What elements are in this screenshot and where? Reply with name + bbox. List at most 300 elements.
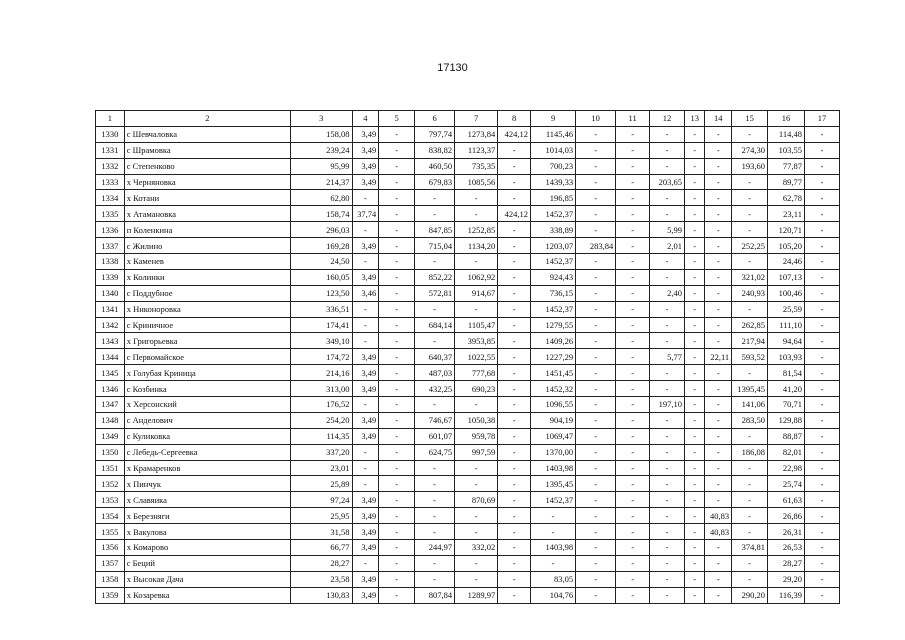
value-cell: 100,46 bbox=[768, 285, 805, 301]
value-cell: - bbox=[650, 492, 685, 508]
settlement-name-cell: х Крамаренков bbox=[124, 460, 290, 476]
value-cell: - bbox=[531, 524, 576, 540]
value-cell: 3,49 bbox=[352, 492, 379, 508]
value-cell: 2,01 bbox=[650, 238, 685, 254]
value-cell: - bbox=[650, 540, 685, 556]
settlement-name-cell: с Куликовка bbox=[124, 428, 290, 444]
value-cell: - bbox=[650, 428, 685, 444]
column-header: 14 bbox=[705, 111, 732, 127]
value-cell: 283,84 bbox=[576, 238, 616, 254]
value-cell: - bbox=[498, 285, 531, 301]
row-number-cell: 1333 bbox=[96, 174, 125, 190]
value-cell: - bbox=[804, 524, 839, 540]
value-cell: - bbox=[498, 174, 531, 190]
value-cell: - bbox=[684, 444, 705, 460]
value-cell: - bbox=[616, 444, 650, 460]
value-cell: - bbox=[498, 555, 531, 571]
value-cell: - bbox=[379, 508, 415, 524]
value-cell: - bbox=[732, 571, 768, 587]
value-cell: - bbox=[498, 190, 531, 206]
value-cell: 26,86 bbox=[768, 508, 805, 524]
value-cell: 31,58 bbox=[290, 524, 352, 540]
table-row bbox=[96, 222, 840, 238]
value-cell: - bbox=[705, 365, 732, 381]
value-cell: - bbox=[804, 142, 839, 158]
value-cell: - bbox=[616, 381, 650, 397]
value-cell: - bbox=[804, 254, 839, 270]
value-cell: 313,00 bbox=[290, 381, 352, 397]
value-cell: 62,78 bbox=[768, 190, 805, 206]
value-cell: - bbox=[684, 158, 705, 174]
table-row bbox=[96, 142, 840, 158]
value-cell: - bbox=[455, 508, 498, 524]
table-row bbox=[96, 206, 840, 222]
value-cell: - bbox=[616, 301, 650, 317]
value-cell: - bbox=[705, 301, 732, 317]
value-cell: - bbox=[705, 587, 732, 603]
value-cell: 25,95 bbox=[290, 508, 352, 524]
value-cell: - bbox=[576, 524, 616, 540]
row-number-cell: 1341 bbox=[96, 301, 125, 317]
value-cell: 174,72 bbox=[290, 349, 352, 365]
value-cell: - bbox=[650, 571, 685, 587]
value-cell: - bbox=[616, 460, 650, 476]
value-cell: - bbox=[379, 126, 415, 142]
row-number-cell: 1352 bbox=[96, 476, 125, 492]
value-cell: - bbox=[498, 492, 531, 508]
value-cell: 1227,29 bbox=[531, 349, 576, 365]
value-cell: - bbox=[576, 190, 616, 206]
value-cell: - bbox=[498, 381, 531, 397]
value-cell: - bbox=[684, 126, 705, 142]
value-cell: 40,83 bbox=[705, 524, 732, 540]
value-cell: - bbox=[352, 476, 379, 492]
table-row bbox=[96, 524, 840, 540]
value-cell: 174,41 bbox=[290, 317, 352, 333]
value-cell: - bbox=[379, 492, 415, 508]
value-cell: 1452,37 bbox=[531, 206, 576, 222]
value-cell: - bbox=[732, 428, 768, 444]
value-cell: 29,20 bbox=[768, 571, 805, 587]
value-cell: 107,13 bbox=[768, 269, 805, 285]
value-cell: - bbox=[576, 381, 616, 397]
column-header: 2 bbox=[124, 111, 290, 127]
value-cell: - bbox=[498, 444, 531, 460]
settlement-name-cell: х Комарово bbox=[124, 540, 290, 556]
table-row bbox=[96, 381, 840, 397]
value-cell: - bbox=[379, 301, 415, 317]
table-row bbox=[96, 285, 840, 301]
value-cell: 777,68 bbox=[455, 365, 498, 381]
column-header: 15 bbox=[732, 111, 768, 127]
value-cell: - bbox=[684, 428, 705, 444]
row-number-cell: 1349 bbox=[96, 428, 125, 444]
value-cell: 203,65 bbox=[650, 174, 685, 190]
value-cell: - bbox=[804, 238, 839, 254]
value-cell: 914,67 bbox=[455, 285, 498, 301]
value-cell: - bbox=[684, 555, 705, 571]
value-cell: - bbox=[705, 555, 732, 571]
value-cell: 904,19 bbox=[531, 412, 576, 428]
value-cell: - bbox=[705, 238, 732, 254]
value-cell: - bbox=[684, 460, 705, 476]
value-cell: - bbox=[650, 206, 685, 222]
value-cell: 81,54 bbox=[768, 365, 805, 381]
value-cell: 186,08 bbox=[732, 444, 768, 460]
row-number-cell: 1353 bbox=[96, 492, 125, 508]
value-cell: - bbox=[684, 571, 705, 587]
settlement-name-cell: с Первомайское bbox=[124, 349, 290, 365]
value-cell: 196,85 bbox=[531, 190, 576, 206]
value-cell: - bbox=[576, 571, 616, 587]
value-cell: - bbox=[616, 222, 650, 238]
row-number-cell: 1335 bbox=[96, 206, 125, 222]
value-cell: - bbox=[379, 158, 415, 174]
value-cell: 5,77 bbox=[650, 349, 685, 365]
value-cell: - bbox=[705, 126, 732, 142]
value-cell: - bbox=[379, 428, 415, 444]
value-cell: 77,87 bbox=[768, 158, 805, 174]
value-cell: - bbox=[498, 333, 531, 349]
value-cell: - bbox=[352, 222, 379, 238]
value-cell: - bbox=[705, 476, 732, 492]
value-cell: - bbox=[705, 428, 732, 444]
value-cell: 123,50 bbox=[290, 285, 352, 301]
value-cell: 735,35 bbox=[455, 158, 498, 174]
value-cell: - bbox=[455, 571, 498, 587]
value-cell: 432,25 bbox=[415, 381, 455, 397]
value-cell: - bbox=[804, 222, 839, 238]
column-header: 4 bbox=[352, 111, 379, 127]
settlement-name-cell: х Херсонский bbox=[124, 397, 290, 413]
value-cell: - bbox=[576, 174, 616, 190]
value-cell: - bbox=[684, 349, 705, 365]
value-cell: - bbox=[576, 206, 616, 222]
value-cell: - bbox=[684, 476, 705, 492]
value-cell: - bbox=[415, 555, 455, 571]
value-cell: - bbox=[732, 460, 768, 476]
value-cell: - bbox=[650, 365, 685, 381]
table-header-row bbox=[96, 111, 840, 127]
value-cell: 88,87 bbox=[768, 428, 805, 444]
table-row bbox=[96, 158, 840, 174]
value-cell: 736,15 bbox=[531, 285, 576, 301]
value-cell: - bbox=[705, 571, 732, 587]
value-cell: - bbox=[804, 317, 839, 333]
value-cell: - bbox=[379, 206, 415, 222]
value-cell: 332,02 bbox=[455, 540, 498, 556]
column-header: 17 bbox=[804, 111, 839, 127]
value-cell: - bbox=[616, 587, 650, 603]
value-cell: 690,23 bbox=[455, 381, 498, 397]
settlement-name-cell: с Козбинка bbox=[124, 381, 290, 397]
value-cell: - bbox=[455, 397, 498, 413]
value-cell: - bbox=[705, 397, 732, 413]
value-cell: 572,81 bbox=[415, 285, 455, 301]
value-cell: 193,60 bbox=[732, 158, 768, 174]
value-cell: 3,49 bbox=[352, 349, 379, 365]
value-cell: 214,37 bbox=[290, 174, 352, 190]
value-cell: - bbox=[415, 397, 455, 413]
value-cell: - bbox=[650, 269, 685, 285]
value-cell: 349,10 bbox=[290, 333, 352, 349]
value-cell: 296,03 bbox=[290, 222, 352, 238]
value-cell: - bbox=[804, 365, 839, 381]
value-cell: - bbox=[732, 476, 768, 492]
value-cell: - bbox=[616, 269, 650, 285]
value-cell: - bbox=[455, 206, 498, 222]
value-cell: 1395,45 bbox=[732, 381, 768, 397]
value-cell: - bbox=[705, 254, 732, 270]
value-cell: - bbox=[352, 254, 379, 270]
value-cell: - bbox=[684, 508, 705, 524]
value-cell: 239,24 bbox=[290, 142, 352, 158]
settlement-name-cell: х Пинчук bbox=[124, 476, 290, 492]
value-cell: - bbox=[732, 206, 768, 222]
value-cell: - bbox=[804, 492, 839, 508]
value-cell: - bbox=[804, 571, 839, 587]
value-cell: 41,20 bbox=[768, 381, 805, 397]
value-cell: - bbox=[732, 174, 768, 190]
value-cell: - bbox=[684, 269, 705, 285]
value-cell: 1452,32 bbox=[531, 381, 576, 397]
value-cell: - bbox=[415, 492, 455, 508]
table-row bbox=[96, 269, 840, 285]
value-cell: 684,14 bbox=[415, 317, 455, 333]
value-cell: 26,53 bbox=[768, 540, 805, 556]
value-cell: 3,49 bbox=[352, 126, 379, 142]
value-cell: - bbox=[616, 333, 650, 349]
row-number-cell: 1351 bbox=[96, 460, 125, 476]
value-cell: 25,59 bbox=[768, 301, 805, 317]
value-cell: - bbox=[705, 206, 732, 222]
value-cell: 24,46 bbox=[768, 254, 805, 270]
value-cell: - bbox=[455, 555, 498, 571]
settlement-name-cell: х Черняновка bbox=[124, 174, 290, 190]
table-row bbox=[96, 126, 840, 142]
value-cell: - bbox=[616, 365, 650, 381]
value-cell: - bbox=[684, 587, 705, 603]
value-cell: 262,85 bbox=[732, 317, 768, 333]
value-cell: - bbox=[352, 444, 379, 460]
value-cell: - bbox=[576, 254, 616, 270]
value-cell: - bbox=[684, 174, 705, 190]
column-header: 9 bbox=[531, 111, 576, 127]
value-cell: - bbox=[415, 301, 455, 317]
value-cell: 1451,45 bbox=[531, 365, 576, 381]
value-cell: 22,11 bbox=[705, 349, 732, 365]
value-cell: - bbox=[650, 460, 685, 476]
value-cell: 3,49 bbox=[352, 508, 379, 524]
value-cell: - bbox=[616, 190, 650, 206]
value-cell: 3,49 bbox=[352, 174, 379, 190]
value-cell: - bbox=[576, 301, 616, 317]
column-header: 16 bbox=[768, 111, 805, 127]
value-cell: 23,01 bbox=[290, 460, 352, 476]
value-cell: - bbox=[804, 206, 839, 222]
table-row bbox=[96, 428, 840, 444]
value-cell: 3,49 bbox=[352, 428, 379, 444]
value-cell: - bbox=[379, 444, 415, 460]
value-cell: - bbox=[576, 492, 616, 508]
value-cell: 22,98 bbox=[768, 460, 805, 476]
value-cell: - bbox=[498, 397, 531, 413]
value-cell: - bbox=[705, 158, 732, 174]
value-cell: 66,77 bbox=[290, 540, 352, 556]
value-cell: - bbox=[650, 158, 685, 174]
value-cell: - bbox=[705, 317, 732, 333]
column-header: 5 bbox=[379, 111, 415, 127]
column-header: 13 bbox=[684, 111, 705, 127]
value-cell: - bbox=[379, 174, 415, 190]
table-row bbox=[96, 349, 840, 365]
value-cell: 3,49 bbox=[352, 524, 379, 540]
value-cell: 1062,92 bbox=[455, 269, 498, 285]
value-cell: - bbox=[732, 301, 768, 317]
value-cell: - bbox=[379, 476, 415, 492]
value-cell: 3,49 bbox=[352, 269, 379, 285]
value-cell: - bbox=[705, 222, 732, 238]
table-row bbox=[96, 301, 840, 317]
data-table bbox=[95, 110, 840, 604]
value-cell: 1085,56 bbox=[455, 174, 498, 190]
value-cell: - bbox=[498, 238, 531, 254]
column-header: 7 bbox=[455, 111, 498, 127]
value-cell: - bbox=[732, 555, 768, 571]
value-cell: - bbox=[576, 349, 616, 365]
value-cell: 3,49 bbox=[352, 540, 379, 556]
value-cell: - bbox=[705, 540, 732, 556]
value-cell: - bbox=[576, 428, 616, 444]
row-number-cell: 1337 bbox=[96, 238, 125, 254]
table-row bbox=[96, 571, 840, 587]
settlement-name-cell: с Шевчаловка bbox=[124, 126, 290, 142]
settlement-name-cell: с Беций bbox=[124, 555, 290, 571]
value-cell: 25,89 bbox=[290, 476, 352, 492]
value-cell: - bbox=[576, 365, 616, 381]
value-cell: 240,93 bbox=[732, 285, 768, 301]
value-cell: 25,74 bbox=[768, 476, 805, 492]
value-cell: - bbox=[352, 555, 379, 571]
value-cell: - bbox=[804, 349, 839, 365]
settlement-name-cell: х Высокая Дача bbox=[124, 571, 290, 587]
value-cell: - bbox=[455, 460, 498, 476]
value-cell: - bbox=[804, 174, 839, 190]
value-cell: - bbox=[576, 222, 616, 238]
value-cell: - bbox=[684, 381, 705, 397]
settlement-name-cell: х Голубая Криница bbox=[124, 365, 290, 381]
value-cell: 593,52 bbox=[732, 349, 768, 365]
value-cell: 1069,47 bbox=[531, 428, 576, 444]
value-cell: - bbox=[379, 397, 415, 413]
value-cell: - bbox=[616, 206, 650, 222]
page-number: 17130 bbox=[437, 62, 468, 74]
settlement-name-cell: х Славяика bbox=[124, 492, 290, 508]
value-cell: - bbox=[705, 174, 732, 190]
value-cell: 838,82 bbox=[415, 142, 455, 158]
value-cell: 321,02 bbox=[732, 269, 768, 285]
value-cell: - bbox=[616, 397, 650, 413]
settlement-name-cell: х Атамановка bbox=[124, 206, 290, 222]
value-cell: 460,50 bbox=[415, 158, 455, 174]
value-cell: - bbox=[732, 126, 768, 142]
value-cell: - bbox=[684, 190, 705, 206]
value-cell: 97,24 bbox=[290, 492, 352, 508]
table-body bbox=[96, 126, 840, 603]
table-row bbox=[96, 397, 840, 413]
column-header: 12 bbox=[650, 111, 685, 127]
value-cell: - bbox=[804, 444, 839, 460]
value-cell: - bbox=[616, 349, 650, 365]
value-cell: - bbox=[616, 285, 650, 301]
value-cell: - bbox=[616, 540, 650, 556]
value-cell: - bbox=[576, 460, 616, 476]
value-cell: - bbox=[705, 444, 732, 460]
value-cell: - bbox=[379, 540, 415, 556]
value-cell: 104,76 bbox=[531, 587, 576, 603]
table-row bbox=[96, 238, 840, 254]
value-cell: - bbox=[576, 269, 616, 285]
value-cell: 870,69 bbox=[455, 492, 498, 508]
value-cell: - bbox=[650, 317, 685, 333]
value-cell: - bbox=[616, 254, 650, 270]
value-cell: 624,75 bbox=[415, 444, 455, 460]
value-cell: 252,25 bbox=[732, 238, 768, 254]
value-cell: - bbox=[531, 555, 576, 571]
value-cell: - bbox=[415, 206, 455, 222]
value-cell: 1289,97 bbox=[455, 587, 498, 603]
row-number-cell: 1357 bbox=[96, 555, 125, 571]
value-cell: 3,49 bbox=[352, 381, 379, 397]
column-header: 8 bbox=[498, 111, 531, 127]
value-cell: 111,10 bbox=[768, 317, 805, 333]
value-cell: 337,20 bbox=[290, 444, 352, 460]
value-cell: - bbox=[455, 301, 498, 317]
table-row bbox=[96, 460, 840, 476]
row-number-cell: 1350 bbox=[96, 444, 125, 460]
value-cell: - bbox=[650, 190, 685, 206]
value-cell: 640,37 bbox=[415, 349, 455, 365]
row-number-cell: 1342 bbox=[96, 317, 125, 333]
value-cell: 158,08 bbox=[290, 126, 352, 142]
value-cell: - bbox=[352, 190, 379, 206]
value-cell: - bbox=[705, 412, 732, 428]
value-cell: - bbox=[379, 349, 415, 365]
value-cell: - bbox=[804, 126, 839, 142]
value-cell: 700,23 bbox=[531, 158, 576, 174]
value-cell: 160,05 bbox=[290, 269, 352, 285]
value-cell: - bbox=[732, 190, 768, 206]
value-cell: - bbox=[455, 524, 498, 540]
value-cell: 114,48 bbox=[768, 126, 805, 142]
value-cell: - bbox=[804, 158, 839, 174]
value-cell: - bbox=[650, 524, 685, 540]
value-cell: 3,49 bbox=[352, 571, 379, 587]
value-cell: - bbox=[498, 428, 531, 444]
value-cell: 82,01 bbox=[768, 444, 805, 460]
value-cell: 61,63 bbox=[768, 492, 805, 508]
value-cell: - bbox=[576, 540, 616, 556]
value-cell: 26,31 bbox=[768, 524, 805, 540]
value-cell: - bbox=[684, 254, 705, 270]
value-cell: - bbox=[684, 142, 705, 158]
value-cell: - bbox=[732, 492, 768, 508]
settlement-name-cell: с Криничное bbox=[124, 317, 290, 333]
column-header: 1 bbox=[96, 111, 125, 127]
value-cell: - bbox=[616, 428, 650, 444]
value-cell: - bbox=[804, 587, 839, 603]
value-cell: 1452,37 bbox=[531, 492, 576, 508]
